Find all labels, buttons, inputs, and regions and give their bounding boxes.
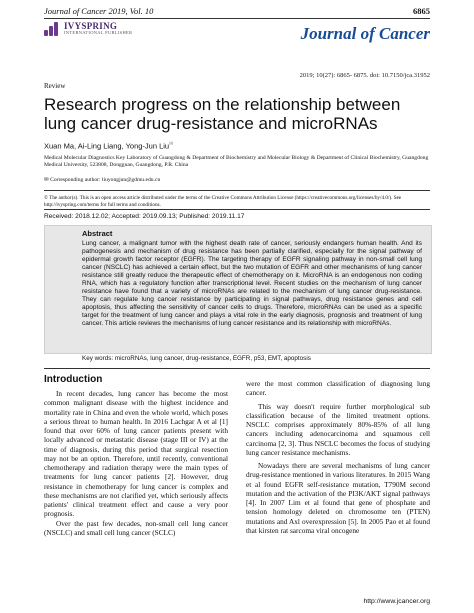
paragraph: This way doesn't require further morphological sub classification because of the limited treatment options. NSCLC comprises approximately 80%-85% of all lung cancers including adenocarcinoma and squamous cell carcinoma [2, 3]. Thus NSCLC becomes the focus of studying lung cancer resistance mechanisms.	[246, 401, 430, 457]
publisher-subtitle: INTERNATIONAL PUBLISHER	[64, 30, 133, 36]
paragraph: Nowadays there are several mechanisms of lung cancer drug-resistance mentioned in various literatures. In 2015 Wang et al found EGFR self-resistance mutation, T790M second mutation and the activation of the PI3K/AKT signal pathways [4]. In 2007 Lim et al found that gene of phosphate and tension homology deleted on chromosome ten (PTEN) mutations and Axl overexpression [5]. In 2005 Pao et al found that kirsten rat sarcoma viral oncogene	[246, 461, 430, 535]
publisher-name: IVYSPRING	[64, 21, 118, 32]
keywords-rule	[44, 368, 430, 369]
license-rule-top	[44, 190, 430, 191]
corresponding-mail-icon[interactable]: ✉	[169, 141, 174, 147]
running-head-journal: Journal of Cancer 2019, Vol. 10	[44, 6, 154, 16]
header-rule	[44, 18, 430, 19]
publisher-logo	[44, 22, 132, 36]
article-dates: Received: 2018.12.02; Accepted: 2019.09.13; Published: 2019.11.17	[44, 213, 245, 220]
author-list: Xuan Ma, Ai-Ling Liang, Yong-Jun Liu	[44, 141, 170, 151]
article-title: Research progress on the relationship between lung cancer drug-resistance and microRNAs	[44, 95, 401, 133]
introduction-heading: Introduction	[44, 374, 103, 385]
article-type: Review	[44, 82, 66, 90]
body-column-left	[44, 389, 228, 537]
abstract-heading: Abstract	[82, 229, 113, 238]
paragraph: Over the past few decades, non-small cell lung cancer (NSCLC) and small cell lung cancer (SCLC)	[44, 518, 228, 537]
license-text: © The author(s). This is an open access article distributed under the terms of the Creative Commons Attribution License (https://creativecommons.org/licenses/by/4.0/). See http://ivyspring.com/terms for full terms and conditions.	[44, 195, 402, 208]
running-head	[44, 6, 430, 16]
ivyspring-logo-icon	[44, 22, 60, 36]
paragraph: In recent decades, lung cancer has become the most common malignant disease with the highest incidence and mortality rate in China and even the whole world, which poses a serious threat to human health. In 2016 Lachgar A et al [1] found that over 60% of lung cancer patients present with locally advanced or metastatic disease (stage III or IV) at the time of diagnosis, during this period that surgical resection may not be an option. Therefore, until recently, conventional chemotherapy and radiation therapy were the main types of treatments for lung cancer patients [2]. However, drug resistance in chemotherapy for lung cancer is complex and these mechanisms are not clarified yet, which seriously affects patients' clinical treatment effect and cause a very poor prognosis.	[44, 389, 228, 519]
paragraph: were the most common classification of diagnosing lung cancer.	[246, 379, 430, 398]
keywords: Key words: microRNAs, lung cancer, drug-resistance, EGFR, p53, EMT, apoptosis	[82, 355, 311, 362]
abstract-text: Lung cancer, a malignant tumor with the highest death rate of cancer, seriously endangers human health. And its pathogenesis and mechanism of drug resistance has been partially clarified, especially for the signal pathway of epidermal growth factor receptor (EGFR). The targeting therapy of EGFR signaling pathway in non-small cell lung cancer (NSCLC) has achieved a certain effect, but the two mutation of EGFR and other mechanisms of lung cancer resistance still greatly reduce the therapeutic effect of chemotherapy on it. MicroRNA is an endogenous non coding RNA, which has a regulatory function after transcriptional level. Recent studies on the mechanism of lung cancer resistance have found that a variety of microRNAs are related to the mechanism of lung cancer drug-resistance. They can regulate lung cancer resistance by participating in signal pathways, drug resistance genes and cell apoptosis, thus affecting the sensitivity of cancer cells to drugs. Therefore, microRNAs can be used as a specific target for the treatment of lung cancer and plays a vital role in the early diagnosis, prognosis and treatment of lung cancer. This article reviews the mechanisms of lung cancer resistance and its relationship with microRNAs.	[82, 240, 422, 327]
citation: 2019; 10(27): 6865- 6875. doi: 10.7150/jca.31952	[299, 72, 430, 79]
page-number: 6865	[413, 6, 430, 16]
corresponding-author[interactable]: ✉ Corresponding author: liuyongjun@gdmu.edu.cn	[44, 177, 161, 183]
journal-title: Journal of Cancer	[300, 24, 430, 43]
license-rule-bottom	[44, 209, 430, 210]
affiliation: Medical Molecular Diagnostics Key Laboratory of Guangdong & Department of Biochemistry and Molecular Biology & Department of Clinical Biochemistry, Guangdong Medical University, 523808, Dongguan, Guangdong, P.R. China	[44, 155, 429, 168]
authors	[44, 141, 173, 151]
body-column-right	[246, 379, 430, 535]
journal-url[interactable]: http://www.jcancer.org	[363, 598, 430, 605]
